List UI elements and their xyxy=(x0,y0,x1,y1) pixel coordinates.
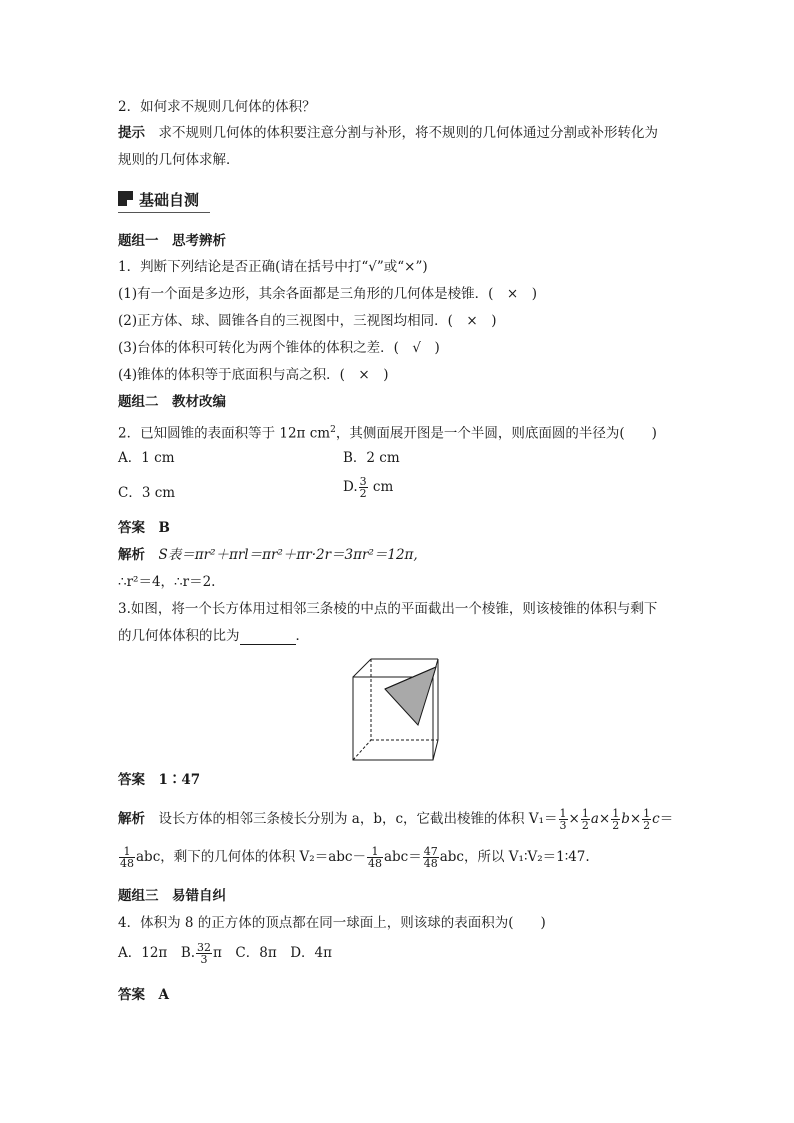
question-2-title: 2．如何求不规则几何体的体积？ xyxy=(118,99,316,115)
q3-answer: 答案 1∶47 xyxy=(118,772,201,788)
q2-option-b: B．2 cm xyxy=(343,450,400,466)
q2-option-d: D. $\frac{3}{2}$ cm xyxy=(343,475,394,500)
q4-option-d: D．4π xyxy=(290,945,332,961)
section-square-icon xyxy=(118,191,133,206)
cuboid-figure xyxy=(348,655,444,763)
q4-option-a: A．12π xyxy=(118,945,168,961)
q1-item-4: (4)锥体的体积等于底面积与高之积．( × ) xyxy=(118,367,389,383)
question-1-stem: 1．判断下列结论是否正确(请在括号中打“√”或“×”) xyxy=(118,259,428,275)
group-3-title: 题组三 易错自纠 xyxy=(118,888,226,904)
answer-blank xyxy=(240,630,296,645)
q2-option-a: A．1 cm xyxy=(118,450,175,466)
hint-text: 求不规则几何体的体积要注意分割与补形，将不规则的几何体通过分割或补形转化为 xyxy=(158,125,658,141)
group-2-title: 题组二 教材改编 xyxy=(118,394,226,410)
q4-answer: 答案 A xyxy=(118,987,169,1003)
q1-item-3: (3)台体的体积可转化为两个锥体的体积之差．( √ ) xyxy=(118,340,440,356)
pyramid-section xyxy=(385,667,436,725)
q1-item-2: (2)正方体、球、圆锥各自的三视图中，三视图均相同．( × ) xyxy=(118,313,497,329)
group-1-title: 题组一 思考辨析 xyxy=(118,233,226,249)
q2-answer: 答案 B xyxy=(118,520,170,536)
question-2-stem: 2．已知圆锥的表面积等于 12π $cm^2$，其侧面展开图是一个半圆，则底面圆的半径为( ) xyxy=(118,425,657,442)
hint-label: 提示 xyxy=(118,125,145,141)
q4-option-c: C．8π xyxy=(235,945,277,961)
hint-line-1 xyxy=(118,124,658,142)
q3-analysis-1: 解析 设长方体的相邻三条棱长分别为 a，b，c，它截出棱锥的体积 V₁＝ $\frac{1}{3}$ × $\frac{1}{2}$ a× $\frac{1}{2}$ b× $\frac{1}{2}$ c＝ xyxy=(118,807,674,832)
q3-analysis-2: $\frac{1}{48}$ abc，剩下的几何体的体积 V₂＝abc－ $\frac{1}{48}$ abc＝ $\frac{47}{48}$ abc，所以 V₁∶V₂＝1∶47. xyxy=(120,845,590,870)
section-title: 基础自测 xyxy=(139,191,200,209)
question-3-line-2: 的几何体体积的比为 ． xyxy=(118,628,309,644)
hint-line-2: 规则的几何体求解． xyxy=(118,152,240,168)
q4-option-b: B. xyxy=(180,945,196,961)
question-4-stem: 4．体积为 8 的正方体的顶点都在同一球面上，则该球的表面积为( ) xyxy=(118,915,546,931)
q1-item-1: (1)有一个面是多边形，其余各面都是三角形的几何体是棱锥．( × ) xyxy=(118,286,537,302)
q2-analysis-2: ∴r²＝4，∴r＝2. xyxy=(118,574,216,590)
q4-options: A．12π B. $\frac{32}{3}$ π C．8π D．4π xyxy=(118,941,332,966)
q2-option-c: C．3 cm xyxy=(118,485,176,501)
question-3-line-1: 3.如图，将一个长方体用过相邻三条棱的中点的平面截出一个棱锥，则该棱锥的体积与剩下 xyxy=(118,601,658,617)
section-header xyxy=(118,188,210,213)
q2-analysis-1: 解析 S表＝πr²＋πrl＝πr²＋πr·2r＝3πr²＝12π, xyxy=(118,547,418,563)
